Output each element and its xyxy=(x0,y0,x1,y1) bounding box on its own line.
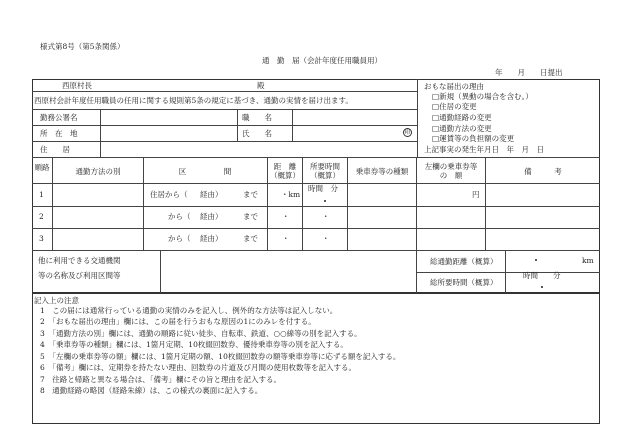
effective-date[interactable]: 上記事実の発生年月日 年 月 日 xyxy=(424,145,544,154)
reason-method-change-checkbox[interactable]: □通勤方法の変更 xyxy=(432,124,492,133)
reasons-heading: おもな届出の理由 xyxy=(424,82,484,91)
address-label: 住 居 xyxy=(40,145,70,154)
row-1-no: 1 xyxy=(39,190,44,199)
row-2-to[interactable]: まで xyxy=(243,212,258,221)
other-transport-label-2: 等の名称及び利用区間等 xyxy=(38,271,121,280)
total-time-unit[interactable]: 時間 分 xyxy=(523,271,561,280)
recipient: 西原村長 xyxy=(62,81,92,90)
header-fare: 左欄の乗車券等 の 額 xyxy=(424,162,485,181)
row-1-from[interactable]: 住居から（ xyxy=(150,190,188,199)
row-2-distance[interactable]: ・ xyxy=(282,212,290,221)
row-3-via[interactable]: 経由） xyxy=(200,234,223,243)
header-section: 区 間 xyxy=(178,167,232,176)
header-ticket-type: 乗車券等の種類 xyxy=(355,167,409,176)
other-transport-field[interactable] xyxy=(162,252,414,291)
form-number: 様式第8号（第5条関係） xyxy=(40,42,125,51)
header-remarks: 備 考 xyxy=(524,167,562,176)
notes-heading: 記入上の注意 xyxy=(34,296,79,305)
header-order: 順路 xyxy=(34,163,50,172)
row-2-via[interactable]: 経由） xyxy=(200,212,223,221)
row-3-from[interactable]: から（ xyxy=(168,234,191,243)
reason-new-checkbox[interactable]: □新規（異動の場合を含む。） xyxy=(432,92,533,101)
office-location-label: 所 在 地 xyxy=(40,129,78,138)
row-3-distance[interactable]: ・ xyxy=(282,234,290,243)
row-3-no: 3 xyxy=(39,234,44,243)
address-field[interactable] xyxy=(101,142,416,156)
position-field[interactable] xyxy=(293,110,416,124)
header-time: 所要時間（概算） xyxy=(310,162,340,181)
reason-fare-change-checkbox[interactable]: □運賃等の負担額の変更 xyxy=(432,134,515,143)
submission-date[interactable]: 年 月 日提出 xyxy=(495,68,563,77)
office-name-field[interactable] xyxy=(101,110,236,124)
reason-address-change-checkbox[interactable]: □住居の変更 xyxy=(432,102,477,111)
position-label: 職 名 xyxy=(242,113,272,122)
header-method: 通勤方法の別 xyxy=(75,167,121,176)
row-3-to[interactable]: まで xyxy=(243,234,258,243)
row-2-from[interactable]: から（ xyxy=(168,212,191,221)
form-title: 通 勤 届（会計年度任用職員用） xyxy=(262,56,382,65)
header-distance: 距 離（概算） xyxy=(270,162,300,181)
row-2-time[interactable]: ・ xyxy=(322,212,330,221)
total-time-label: 総所要時間（概算） xyxy=(430,278,498,287)
row-1-via[interactable]: 経由） xyxy=(200,190,223,199)
row-1-to[interactable]: まで xyxy=(243,190,258,199)
note-8: 8 通勤経路の略図（経路朱線）は、この様式の裏面に記入する。 xyxy=(40,386,263,395)
note-6: 6 「備考」欄には、定期券を持たない理由、回数券の片道及び月間の使用枚数等を記入する。 xyxy=(40,363,357,372)
seal-mark: 印 xyxy=(404,129,411,136)
row-1-fare[interactable]: 円 xyxy=(472,190,480,199)
row-2-no: 2 xyxy=(39,212,44,221)
note-5: 5 「左欄の乗車券等の額」欄には、1箇月定期の額、10枚綴回数券の額等乗車券等に応ずる額を記入する。 xyxy=(40,352,401,361)
office-location-field[interactable] xyxy=(101,126,236,140)
row-1-distance[interactable]: ・km xyxy=(281,190,301,199)
note-7: 7 往路と帰路と異なる場合は、「備考」欄にその旨と理由を記入する。 xyxy=(40,375,282,384)
note-2: 2 「おもな届出の理由」欄には、この届を行うおもな原因の1にのみレを付する。 xyxy=(40,317,316,326)
office-name-label: 勤務公署名 xyxy=(40,113,78,122)
name-field[interactable] xyxy=(293,126,403,140)
row-3-time[interactable]: ・ xyxy=(322,234,330,243)
row-1-time[interactable]: 時間 分 xyxy=(308,184,338,193)
total-distance-label: 総通勤距離（概算） xyxy=(430,257,498,266)
recipient-suffix: 殿 xyxy=(257,81,265,90)
declaration: 西原村会計年度任用職員の任用に関する規則第5条の規定に基づき、通勤の実情を届け出ます。 xyxy=(34,96,353,105)
note-3: 3 「通勤方法の別」欄には、通勤の順路に従い徒歩、自転車、鉄道、○○線等の別を記入する。 xyxy=(40,329,362,338)
total-distance-unit[interactable]: km xyxy=(582,256,594,265)
reason-route-change-checkbox[interactable]: □通勤経路の変更 xyxy=(432,113,492,122)
other-transport-label-1: 他に利用できる交通機関 xyxy=(38,256,121,265)
note-1: 1 この届には通常行っている通勤の実情のみを記入し、例外的な方法等は記入しない。 xyxy=(40,306,338,315)
name-label: 氏 名 xyxy=(242,129,272,138)
note-4: 4 「乗車券等の種類」欄には、1箇月定期、10枚綴回数券、優待乗車券等の別を記入する。 xyxy=(40,340,348,349)
